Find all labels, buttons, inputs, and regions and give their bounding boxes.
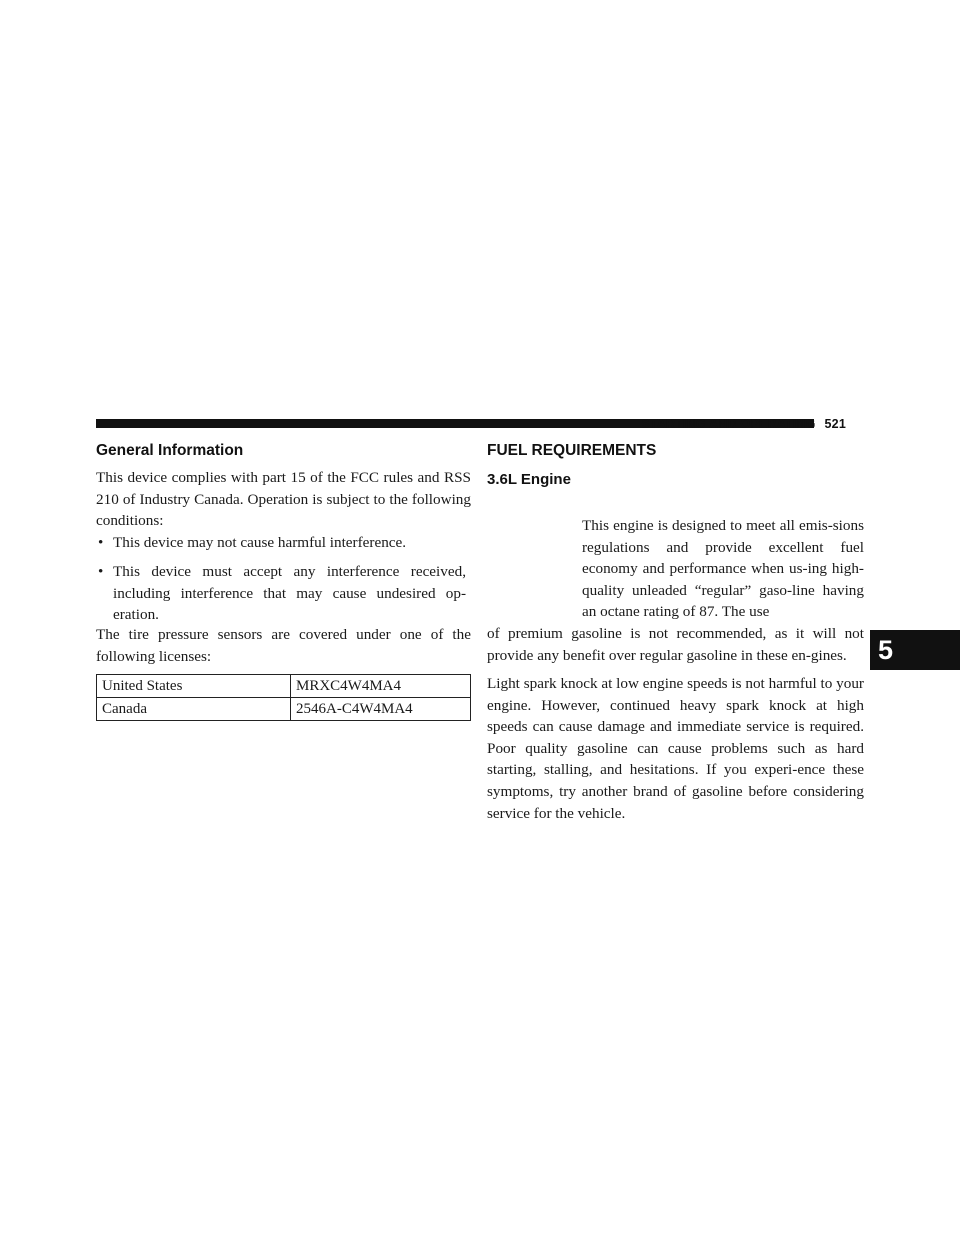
intro-paragraph: This device complies with part 15 of the FCC rules and RSS 210 of Industry Canada. Operation is subject to the following conditions: (96, 469, 471, 530)
general-information-heading: General Information (96, 442, 244, 459)
bullet-icon: • (98, 534, 104, 551)
table-row (97, 698, 471, 721)
bullet-icon: • (98, 563, 104, 580)
table-row (97, 675, 471, 698)
fuel-requirements-heading: FUEL REQUIREMENTS (487, 442, 657, 459)
section-title: STARTING AND OPERATING (641, 417, 816, 431)
country-cell: United States (97, 675, 291, 698)
page-number: 521 (824, 417, 846, 431)
list-item (96, 561, 466, 626)
country-cell: Canada (97, 698, 291, 721)
bullet-text: This device must accept any interference received, including interference that may cause undesired op-eration. (113, 563, 466, 624)
list-item (96, 532, 466, 554)
fuel-paragraph-continued: of premium gasoline is not recommended, as it will not provide any benefit over regular gasoline in these en-gines. (487, 625, 864, 664)
licenses-table (96, 674, 471, 721)
license-code-cell: MRXC4W4MA4 (291, 675, 471, 698)
licenses-paragraph: The tire pressure sensors are covered under one of the following licenses: (96, 626, 471, 665)
fuel-paragraph-indented: This engine is designed to meet all emis-sions regulations and provide excellent fuel economy and performance when us-ing high-quality unleaded “regular” gaso-line having an octane rating of 87. The use (582, 517, 864, 621)
chapter-tab: 5 (870, 630, 960, 670)
bullet-text: This device may not cause harmful interference. (113, 534, 407, 551)
spark-knock-paragraph: Light spark knock at low engine speeds is not harmful to your engine. However, continued heavy spark knock at high speeds can cause damage and immediate service is required. Poor quality gasoline can cause problems such as hard starting, stalling, and hesitations. If you experi-ence these symptoms, try another brand of gasoline before considering service for the vehicle. (487, 675, 864, 822)
engine-subheading: 3.6L Engine (487, 471, 571, 488)
running-header (641, 417, 846, 431)
license-code-cell: 2546A-C4W4MA4 (291, 698, 471, 721)
